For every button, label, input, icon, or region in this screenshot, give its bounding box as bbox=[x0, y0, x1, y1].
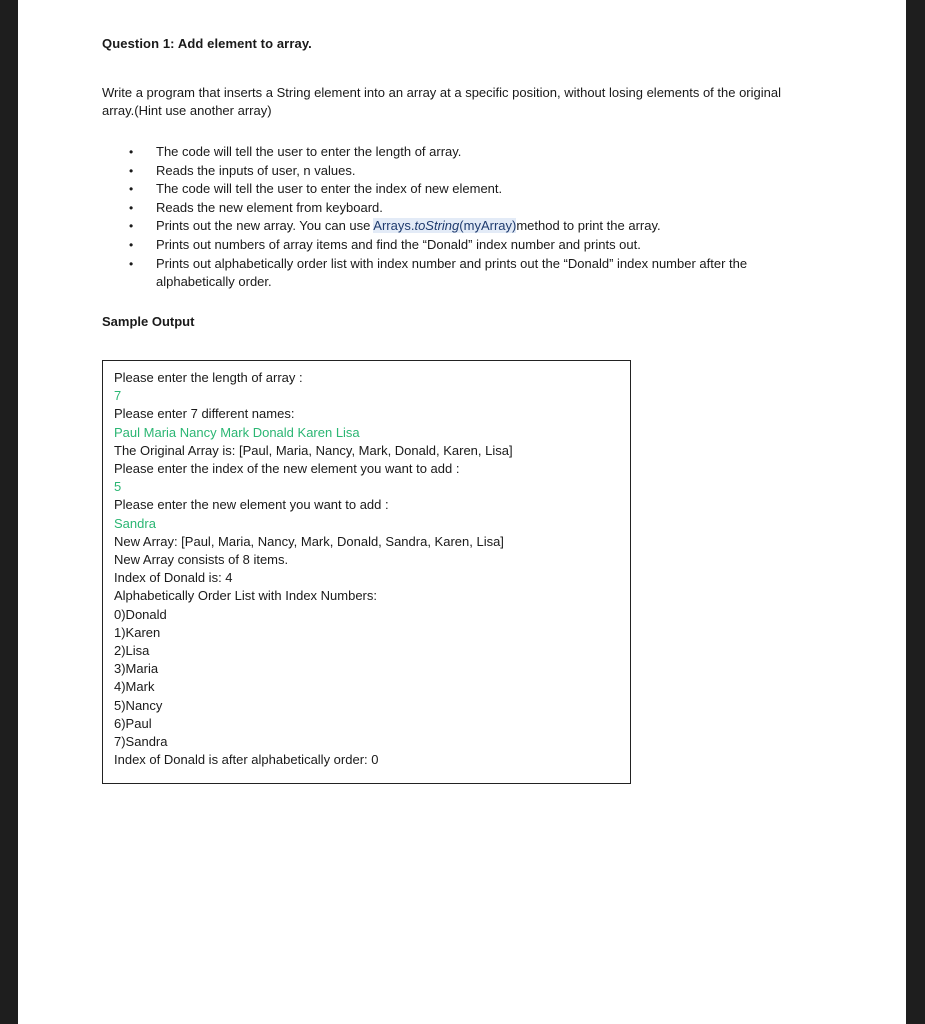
requirement-item bbox=[102, 162, 822, 181]
code-method: toString bbox=[414, 218, 460, 234]
requirement-text: Reads the inputs of user, n values. bbox=[156, 162, 356, 178]
output-line: Please enter the index of the new element you want to add : bbox=[114, 461, 460, 477]
bullet-dot-icon: • bbox=[129, 163, 134, 178]
requirement-item bbox=[102, 217, 822, 236]
requirement-text: The code will tell the user to enter the length of array. bbox=[156, 144, 462, 159]
requirement-item bbox=[102, 180, 822, 199]
bullet-dot-icon: • bbox=[129, 219, 134, 234]
output-line: Alphabetically Order List with Index Numbers: bbox=[114, 588, 378, 604]
bullet-dot-icon: • bbox=[129, 256, 134, 271]
output-user-input-line: 5 bbox=[114, 479, 122, 495]
bullet-dot-icon: • bbox=[129, 182, 134, 197]
output-line: New Array consists of 8 items. bbox=[114, 552, 289, 568]
output-line: Please enter the length of array : bbox=[114, 370, 303, 385]
bullet-dot-icon: • bbox=[129, 237, 134, 252]
requirement-text-after: method to print the array. bbox=[516, 218, 661, 234]
requirement-text: The code will tell the user to enter the index of new element. bbox=[156, 181, 503, 197]
output-line: Please enter 7 different names: bbox=[114, 406, 295, 422]
output-line: Please enter the new element you want to add : bbox=[114, 497, 389, 513]
requirement-text: Prints out numbers of array items and find the “Donald” index number and prints out. bbox=[156, 236, 641, 252]
output-line: 1)Karen bbox=[114, 624, 161, 640]
question-intro: Write a program that inserts a String element into an array at a specific position, without losing elements of the original array.(Hint use another array) bbox=[102, 85, 781, 118]
sample-output-box bbox=[102, 360, 631, 784]
output-line: 7)Sandra bbox=[114, 734, 168, 750]
requirement-text: Prints out alphabetically order list with index number and prints out the “Donald” index number after the alphabetically order. bbox=[156, 255, 748, 290]
requirement-item bbox=[102, 236, 822, 255]
output-user-input-line: Paul Maria Nancy Mark Donald Karen Lisa bbox=[114, 424, 360, 440]
requirements-list bbox=[102, 143, 822, 292]
output-line: New Array: [Paul, Maria, Nancy, Mark, Donald, Sandra, Karen, Lisa] bbox=[114, 533, 504, 549]
code-arg: (myArray) bbox=[459, 218, 517, 234]
sample-output-title: Sample Output bbox=[102, 314, 195, 329]
output-line: 3)Maria bbox=[114, 661, 159, 677]
output-line: 4)Mark bbox=[114, 679, 155, 695]
output-user-input-line: 7 bbox=[114, 388, 122, 404]
bullet-dot-icon: • bbox=[129, 200, 134, 215]
requirement-item bbox=[102, 255, 822, 292]
output-user-input-line: Sandra bbox=[114, 515, 156, 531]
question-title: Question 1: Add element to array. bbox=[102, 36, 312, 51]
output-line: 0)Donald bbox=[114, 606, 167, 622]
bullet-dot-icon: • bbox=[129, 145, 134, 159]
output-line: The Original Array is: [Paul, Maria, Nancy, Mark, Donald, Karen, Lisa] bbox=[114, 442, 513, 458]
code-class: Arrays. bbox=[373, 218, 415, 234]
requirement-text-before: Prints out the new array. You can use bbox=[156, 218, 374, 234]
output-line: 6)Paul bbox=[114, 715, 152, 731]
output-line: Index of Donald is: 4 bbox=[114, 570, 233, 586]
requirement-text: Reads the new element from keyboard. bbox=[156, 199, 383, 215]
output-line: Index of Donald is after alphabetically order: 0 bbox=[114, 752, 379, 768]
output-line: 2)Lisa bbox=[114, 643, 150, 659]
requirement-item bbox=[102, 199, 822, 218]
output-line: 5)Nancy bbox=[114, 697, 163, 713]
code-reference bbox=[373, 218, 516, 233]
requirement-item bbox=[102, 143, 822, 162]
document-page bbox=[18, 0, 906, 1024]
